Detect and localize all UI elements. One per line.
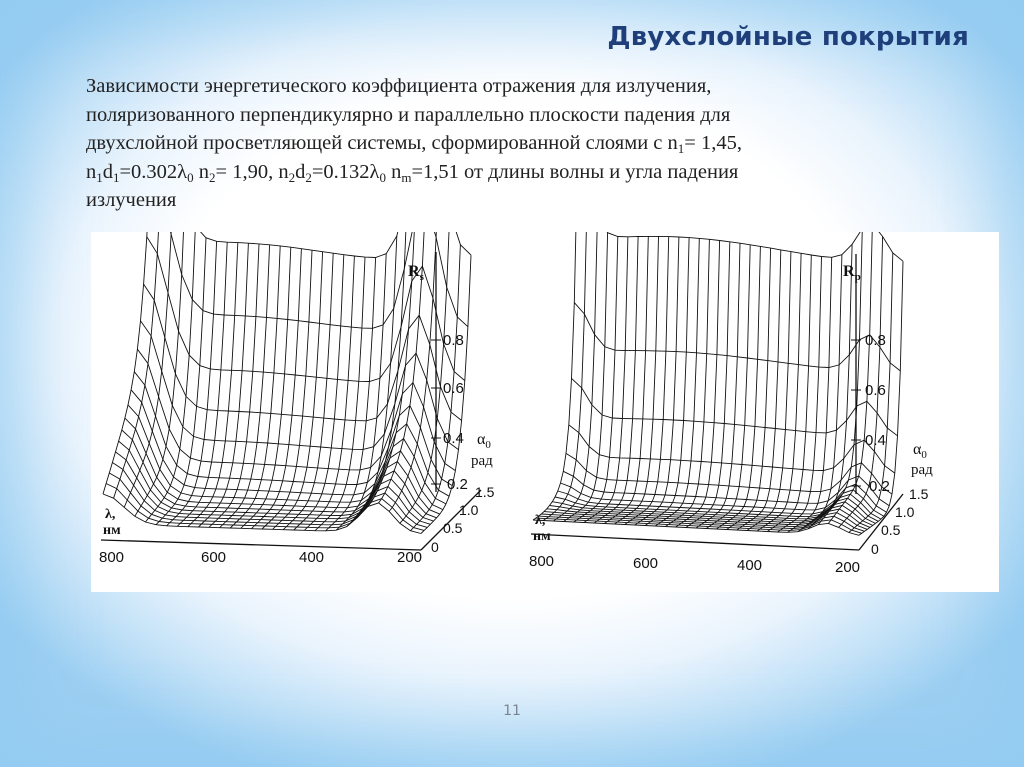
mesh-line	[230, 246, 280, 528]
alpha-tick-rs-0.5: 0.5	[443, 520, 463, 536]
slide-title: Двухслойные покрытия	[607, 22, 969, 52]
mesh-line	[561, 483, 887, 512]
mesh-line	[543, 232, 587, 521]
graph-rs	[99, 232, 495, 566]
reflectance-surface-graphs	[91, 232, 999, 592]
mesh-line	[798, 255, 842, 532]
alpha-tick-rp-0.5: 0.5	[881, 522, 901, 538]
x-tick-rp-400: 400	[737, 557, 763, 574]
x-tick-rp-200: 200	[835, 559, 861, 576]
x-tick-rs-400: 400	[299, 549, 325, 566]
mesh-line	[114, 232, 164, 498]
alpha-tick-rs-1.5: 1.5	[475, 484, 495, 500]
mesh-line	[144, 284, 462, 421]
alpha-tick-rp-0: 0	[871, 541, 879, 557]
mesh-line	[273, 252, 323, 530]
z-tick-rs-0.4: 0.4	[443, 430, 464, 447]
z-tick-rp-0.6: 0.6	[865, 382, 886, 399]
alpha-unit-rs: рад	[471, 453, 493, 469]
z-tick-rp-0.8: 0.8	[865, 332, 886, 349]
mesh-line	[135, 232, 185, 516]
description-line-2: поляризованного перпендикулярно и параллельно плоскости падения для	[86, 103, 731, 126]
alpha-label-rs: $\alpha_0$	[477, 431, 491, 451]
description-paragraph	[86, 72, 946, 215]
description-line-5: излучения	[86, 189, 177, 211]
description-line-4: $n_1d_1=0.302\lambda_0$ $n_2= 1,90$, $n_2d_2=0.132\lambda_0$ $n_m=1,51$ от длины волны и угла падения	[86, 160, 739, 185]
mesh-line	[147, 237, 465, 382]
graphs-image-panel	[91, 232, 999, 592]
mesh-line	[137, 349, 455, 470]
mesh-line	[315, 257, 365, 531]
mesh-line	[251, 249, 301, 529]
x-tick-rs-800: 800	[99, 549, 125, 566]
description-line-1: Зависимости энергетического коэффициента отражения для излучения,	[86, 75, 712, 97]
mesh-line	[304, 256, 354, 530]
z-tick-rs-0.6: 0.6	[443, 380, 464, 397]
mesh-line	[533, 232, 577, 520]
alpha-unit-rp: рад	[911, 462, 933, 478]
mesh-line	[209, 244, 259, 527]
mesh-line	[125, 418, 443, 510]
x-label-rs: λ, нм	[103, 507, 121, 538]
mesh-line	[262, 250, 312, 529]
alpha-tick-rp-1.5: 1.5	[909, 486, 929, 502]
mesh-line	[283, 253, 333, 530]
z-tick-rp-0.2: 0.2	[869, 478, 890, 495]
mesh-line	[294, 255, 344, 530]
page-number: 11	[503, 703, 521, 719]
x-tick-rs-200: 200	[397, 549, 423, 566]
x-label-rp: λ, нм	[533, 513, 551, 544]
x-tick-rp-600: 600	[633, 555, 659, 572]
alpha-label-rp: $\alpha_0$	[913, 441, 927, 461]
mesh-line	[220, 245, 270, 528]
alpha-tick-rs-0: 0	[431, 539, 439, 555]
mesh-line	[808, 244, 852, 529]
alpha-tick-rs-1.0: 1.0	[459, 502, 479, 518]
x-tick-rp-800: 800	[529, 553, 555, 570]
axis-symbol-rp: $R_p$	[843, 263, 861, 283]
mesh-line	[145, 232, 195, 522]
mesh-line	[241, 247, 291, 528]
alpha-tick-rp-1.0: 1.0	[895, 504, 915, 520]
z-tick-rs-0.8: 0.8	[443, 332, 464, 349]
z-tick-rs-0.2: 0.2	[447, 476, 468, 493]
description-line-3: двухслойной просветляющей системы, сформированной слоями с $n_1= 1,45$,	[86, 132, 742, 156]
z-tick-rp-0.4: 0.4	[865, 432, 886, 449]
x-tick-rs-600: 600	[201, 549, 227, 566]
axis-symbol-rs: $R_s$	[408, 263, 424, 283]
graph-rp	[529, 232, 933, 576]
mesh-line	[198, 243, 248, 527]
